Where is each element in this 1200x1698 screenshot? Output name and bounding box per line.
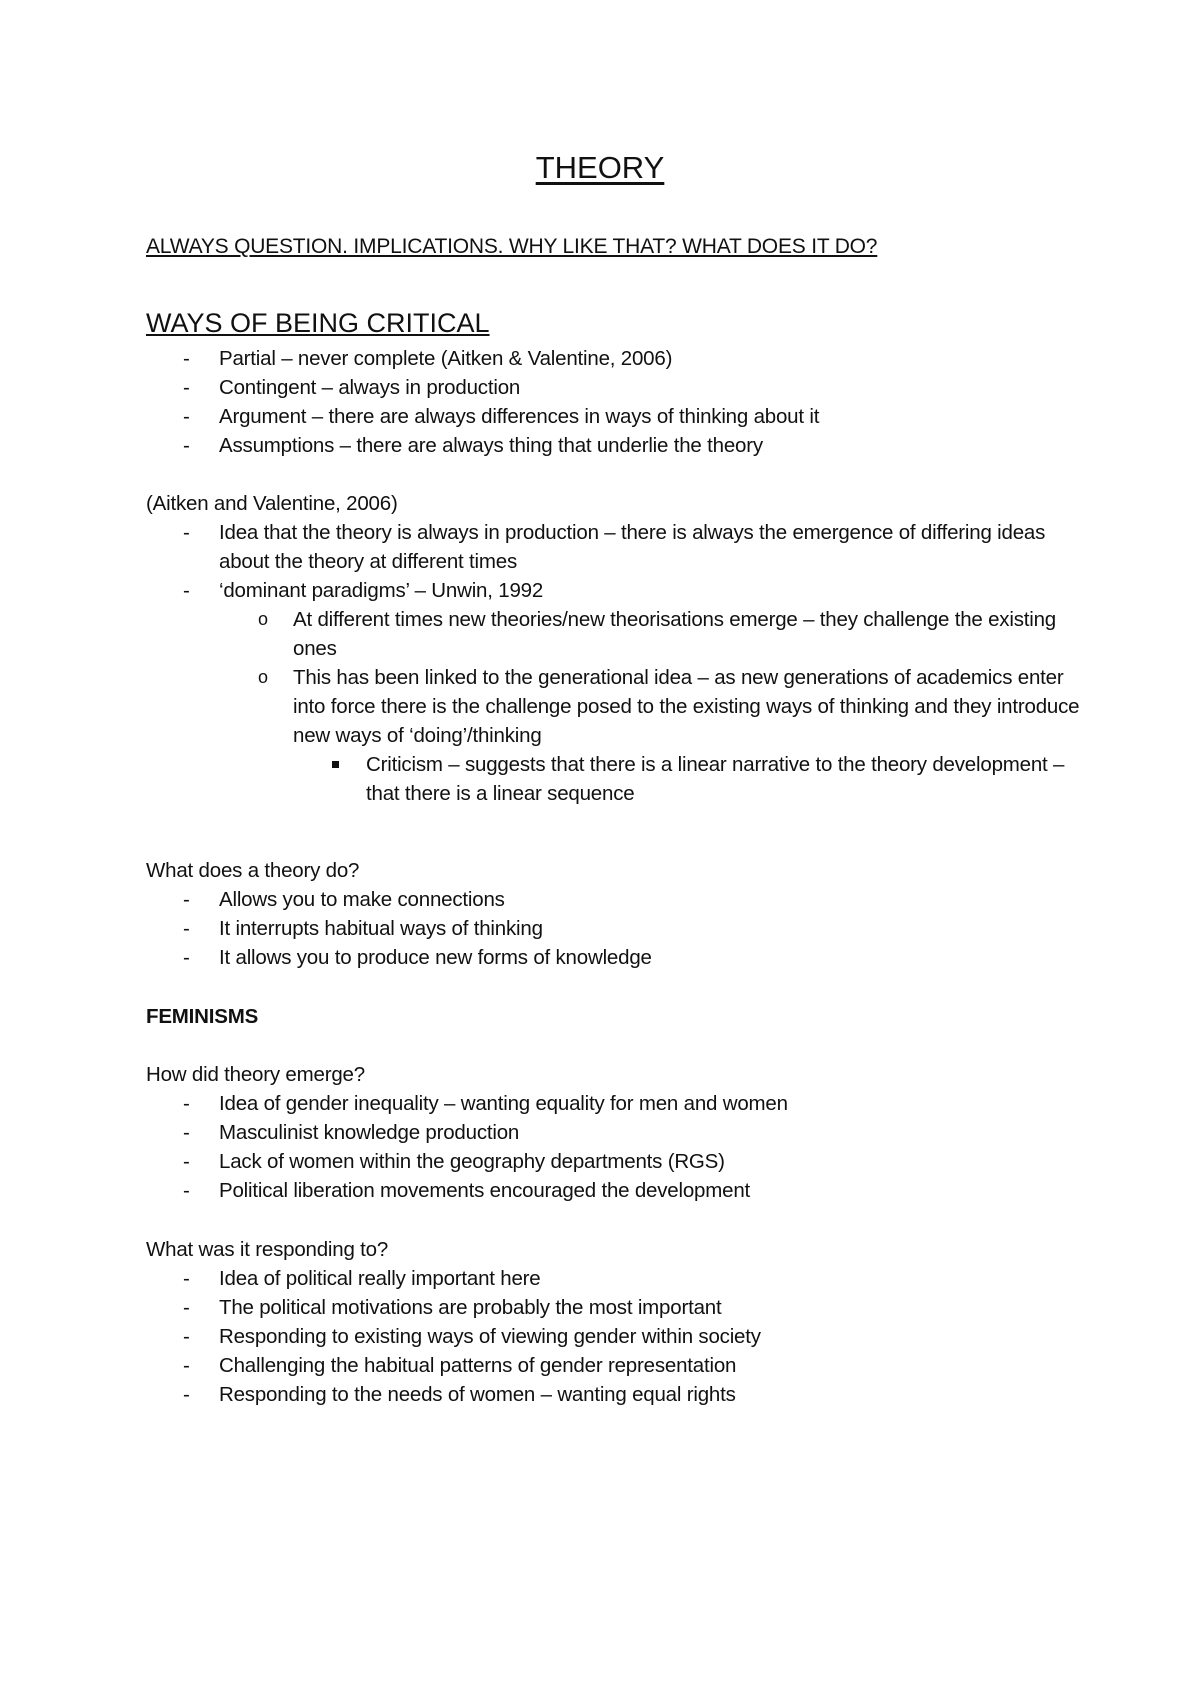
dash-bullet: - bbox=[183, 1296, 190, 1319]
responding-question: What was it responding to? bbox=[146, 1238, 389, 1261]
dash-bullet: - bbox=[183, 434, 190, 457]
sub-list-item bbox=[146, 663, 1086, 750]
dash-bullet: - bbox=[183, 376, 190, 399]
sub-sub-list-item-text: Criticism – suggests that there is a linear narrative to the theory development – that there is a linear sequence bbox=[366, 753, 1065, 805]
dash-bullet: - bbox=[183, 1121, 190, 1144]
dash-bullet: - bbox=[183, 917, 190, 940]
dash-bullet: - bbox=[183, 1325, 190, 1348]
list-item bbox=[146, 1380, 1086, 1409]
aitken-valentine-section bbox=[146, 489, 1086, 808]
list-item bbox=[146, 402, 1086, 431]
list-item-text: Idea that the theory is always in production – there is always the emergence of differing ideas about the theory at different times bbox=[219, 521, 1046, 573]
list-item bbox=[146, 943, 1086, 972]
dash-bullet: - bbox=[183, 1354, 190, 1377]
dash-bullet: - bbox=[183, 888, 190, 911]
sub-list-item-text: At different times new theories/new theorisations emerge – they challenge the existing ones bbox=[293, 608, 1057, 660]
list-item-text: Idea of gender inequality – wanting equality for men and women bbox=[219, 1092, 788, 1115]
critical-list bbox=[146, 344, 1086, 460]
list-item bbox=[146, 1351, 1086, 1380]
emerge-question: How did theory emerge? bbox=[146, 1063, 365, 1086]
dash-bullet: - bbox=[183, 347, 190, 370]
list-item-text: Political liberation movements encouraged the development bbox=[219, 1179, 751, 1202]
list-item-text: Masculinist knowledge production bbox=[219, 1121, 520, 1144]
dash-bullet: - bbox=[183, 946, 190, 969]
dash-bullet: - bbox=[183, 1383, 190, 1406]
sub-list-item-text: This has been linked to the generational idea – as new generations of academics enter into force there is the challenge posed to the existing ways of thinking and they introduce new ways of ‘doing’/thinking bbox=[293, 666, 1080, 747]
list-item-text: Responding to the needs of women – wanting equal rights bbox=[219, 1383, 736, 1406]
list-item bbox=[146, 1293, 1086, 1322]
circle-bullet: o bbox=[258, 609, 268, 629]
list-item-text: Allows you to make connections bbox=[219, 888, 505, 911]
sub-list-item bbox=[146, 605, 1086, 663]
list-item-text: Contingent – always in production bbox=[219, 376, 521, 399]
list-item-text: It allows you to produce new forms of knowledge bbox=[219, 946, 652, 969]
list-item bbox=[146, 1264, 1086, 1293]
dash-bullet: - bbox=[183, 1092, 190, 1115]
feminisms-heading: FEMINISMS bbox=[146, 1005, 259, 1028]
dash-bullet: - bbox=[183, 521, 190, 544]
list-item-text: Idea of political really important here bbox=[219, 1267, 541, 1290]
list-item bbox=[146, 518, 1086, 576]
list-item-text: The political motivations are probably the most important bbox=[219, 1296, 722, 1319]
subtitle: ALWAYS QUESTION. IMPLICATIONS. WHY LIKE THAT? WHAT DOES IT DO? bbox=[146, 235, 878, 258]
sub-sub-list-item bbox=[146, 750, 1086, 808]
theory-do-section bbox=[146, 856, 1086, 972]
dash-bullet: - bbox=[183, 579, 190, 602]
page-title: THEORY bbox=[535, 150, 665, 185]
list-item bbox=[146, 1147, 1086, 1176]
list-item bbox=[146, 1118, 1086, 1147]
list-item bbox=[146, 576, 1086, 605]
circle-bullet: o bbox=[258, 667, 268, 687]
list-item bbox=[146, 1176, 1086, 1205]
square-bullet-icon bbox=[332, 761, 339, 768]
aitken-label: (Aitken and Valentine, 2006) bbox=[146, 492, 398, 515]
list-item-text: Challenging the habitual patterns of gender representation bbox=[219, 1354, 737, 1377]
dash-bullet: - bbox=[183, 1179, 190, 1202]
list-item bbox=[146, 344, 1086, 373]
list-item bbox=[146, 885, 1086, 914]
list-item bbox=[146, 1322, 1086, 1351]
theory-do-question: What does a theory do? bbox=[146, 859, 360, 882]
dash-bullet: - bbox=[183, 1150, 190, 1173]
list-item-text: Assumptions – there are always thing that underlie the theory bbox=[219, 434, 763, 457]
list-item-text: Argument – there are always differences in ways of thinking about it bbox=[219, 405, 820, 428]
emerge-section bbox=[146, 1060, 1086, 1205]
list-item bbox=[146, 914, 1086, 943]
list-item bbox=[146, 431, 1086, 460]
list-item-text: It interrupts habitual ways of thinking bbox=[219, 917, 543, 940]
responding-section bbox=[146, 1235, 1086, 1409]
list-item-text: Responding to existing ways of viewing gender within society bbox=[219, 1325, 761, 1348]
list-item-text: Partial – never complete (Aitken & Valentine, 2006) bbox=[219, 347, 673, 370]
feminisms-section bbox=[146, 1002, 1086, 1031]
list-item-text: Lack of women within the geography departments (RGS) bbox=[219, 1150, 725, 1173]
section-heading-ways-of-being-critical: WAYS OF BEING CRITICAL bbox=[146, 308, 490, 338]
list-item-text: ‘dominant paradigms’ – Unwin, 1992 bbox=[219, 579, 544, 602]
list-item bbox=[146, 1089, 1086, 1118]
list-item bbox=[146, 373, 1086, 402]
dash-bullet: - bbox=[183, 405, 190, 428]
dash-bullet: - bbox=[183, 1267, 190, 1290]
